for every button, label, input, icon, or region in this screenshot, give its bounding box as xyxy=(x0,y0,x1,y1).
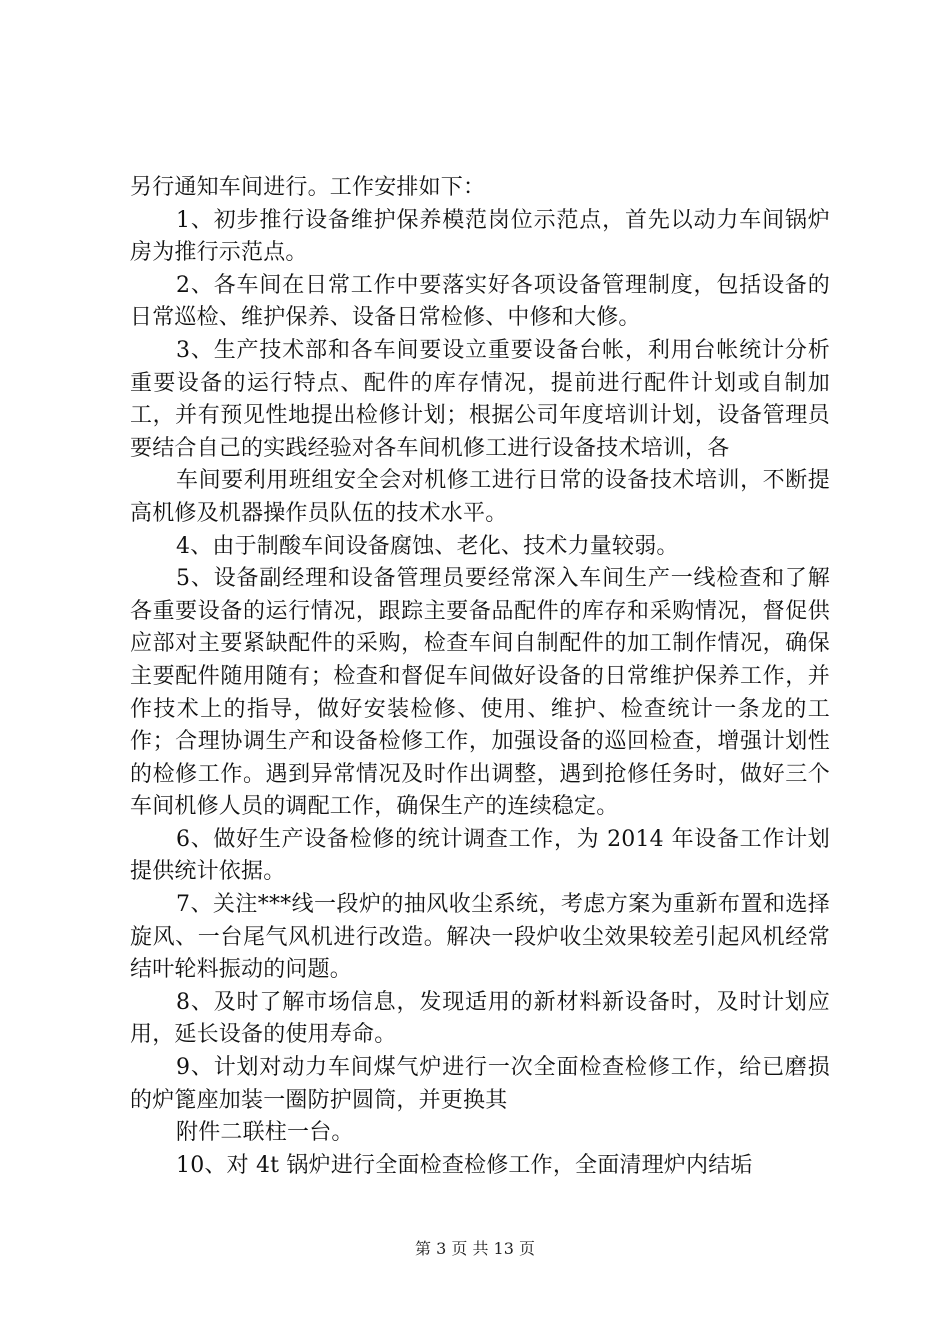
paragraph: 2、各车间在日常工作中要落实好各项设备管理制度，包括设备的日常巡检、维护保养、设备日常检修、中修和大修。 xyxy=(130,272,830,331)
paragraph: 8、及时了解市场信息，发现适用的新材料新设备时，及时计划应用，延长设备的使用寿命。 xyxy=(130,989,830,1048)
paragraph: 另行通知车间进行。工作安排如下： xyxy=(130,175,486,200)
paragraph: 3、生产技术部和各车间要设立重要设备台帐，利用台帐统计分析重要设备的运行特点、配件的库存情况，提前进行配件计划或自制加工，并有预见性地提出检修计划；根据公司年度培训计划，设备管理员要结合自己的实践经验对各车间机修工进行设备技术培训，各 xyxy=(130,337,830,461)
paragraph: 附件二联柱一台。 xyxy=(176,1120,354,1146)
paragraph: 7、关注***线一段炉的抽风收尘系统，考虑方案为重新布置和选择旋风、一台尾气风机进行改造。解决一段炉收尘效果较差引起风机经常结叶轮料振动的问题。 xyxy=(130,892,830,983)
paragraph: 10、对 4t 锅炉进行全面检查检修工作，全面清理炉内结垢 xyxy=(176,1152,753,1178)
paragraph: 4、由于制酸车间设备腐蚀、老化、技术力量较弱。 xyxy=(176,533,679,559)
paragraph: 6、做好生产设备检修的统计调查工作，为 2014 年设备工作计划提供统计依据。 xyxy=(130,826,830,885)
paragraph: 1、初步推行设备维护保养模范岗位示范点，首先以动力车间锅炉房为推行示范点。 xyxy=(130,207,830,266)
page-footer: 第 3 页 共 13 页 xyxy=(415,1239,535,1258)
paragraph: 5、设备副经理和设备管理员要经常深入车间生产一线检查和了解各重要设备的运行情况，跟踪主要备品配件的库存和采购情况，督促供应部对主要紧缺配件的采购，检查车间自制配件的加工制作情况，确保主要配件随用随有；检查和督促车间做好设备的日常维护保养工作，并作技术上的指导，做好安装检修、使用、维护、检查统计一条龙的工作；合理协调生产和设备检修工作，加强设备的巡回检查，增强计划性的检修工作。遇到异常情况及时作出调整，遇到抢修任务时，做好三个车间机修人员的调配工作，确保生产的连续稳定。 xyxy=(130,566,830,820)
paragraph: 9、计划对动力车间煤气炉进行一次全面检查检修工作，给已磨损的炉篦座加装一圈防护圆筒，并更换其 xyxy=(130,1055,830,1113)
document-body xyxy=(130,172,830,1182)
paragraph: 车间要利用班组安全会对机修工进行日常的设备技术培训，不断提高机修及机器操作员队伍的技术水平。 xyxy=(130,468,830,526)
